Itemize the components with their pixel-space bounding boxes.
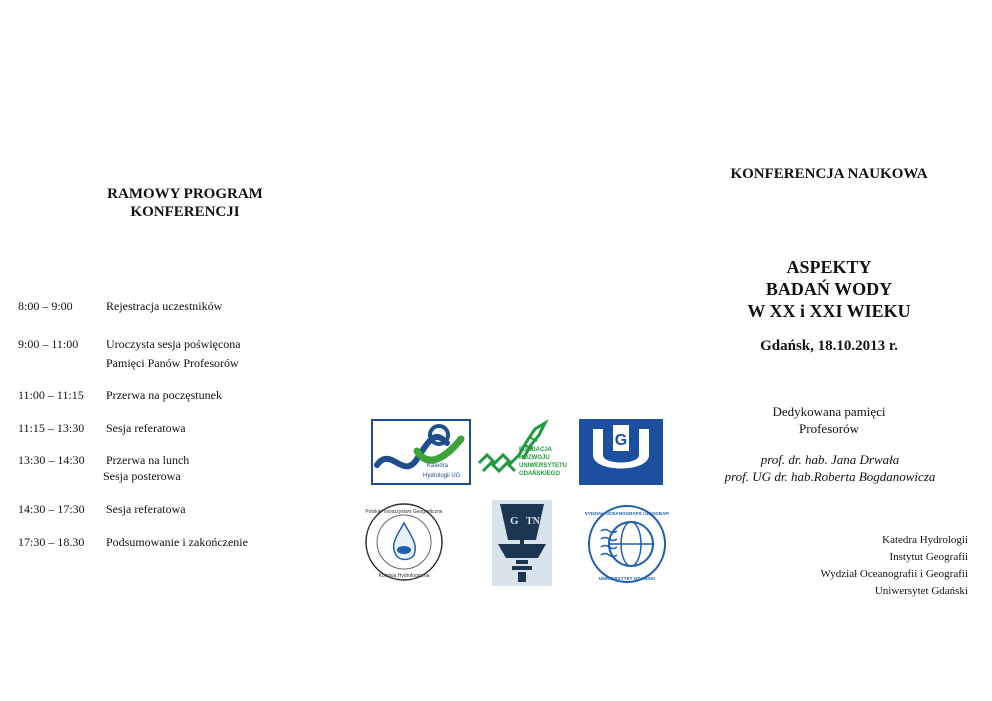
globe-waves-icon (585, 503, 669, 585)
fundacja-label-3: UNIWERSYTETU (519, 463, 567, 469)
schedule-desc: Sesja referatowa (106, 502, 186, 516)
schedule-time: 8:00 – 9:00 (18, 299, 73, 313)
schedule-time: 14:30 – 17:30 (18, 502, 85, 516)
organizer-3: Wydział Oceanografii i Geografii (820, 568, 968, 580)
fundacja-logo (475, 419, 575, 487)
professor-2: prof. UG dr. hab.Roberta Bogdanowicza (724, 469, 936, 484)
schedule-desc: Uroczysta sesja poświęcona Pamięci Panów Profesorów (106, 337, 241, 370)
fundacja-label-4: GDAŃSKIEGO (519, 471, 561, 477)
gtn-right-letters: TN (526, 516, 540, 527)
conference-title (704, 256, 954, 322)
schedule-desc: Rejestracja uczestników (106, 299, 223, 313)
program-title (60, 185, 310, 221)
conference-title-line2: BADAŃ WODY (765, 279, 893, 299)
organizers (760, 532, 968, 600)
dedication (704, 403, 954, 437)
wydzial-logo (585, 503, 669, 585)
wydzial-bottom-label: UNIWERSYTET GDAŃSKI (599, 576, 655, 581)
ptg-logo (362, 501, 446, 583)
schedule-desc-secondary: Sesja posterowa (103, 469, 181, 483)
organizer-2: Instytut Geografii (889, 551, 968, 563)
conference-kicker: KONFERENCJA NAUKOWA (730, 166, 928, 182)
ug-logo (579, 419, 663, 485)
program-title-line2: KONFERENCJI (130, 204, 240, 220)
schedule-desc: Sesja referatowa (106, 421, 186, 435)
ug-emblem-icon (579, 419, 663, 485)
gtn-left-letter: G (510, 515, 519, 527)
drop-globe-icon (362, 501, 446, 583)
program-title-line1: RAMOWY PROGRAM (107, 186, 263, 202)
professor-1: prof. dr. hab. Jana Drwała (760, 452, 900, 467)
katedra-label-1: Katedra (427, 463, 449, 469)
fundacja-label-1: FUNDACJA (519, 447, 552, 453)
schedule-desc: Przerwa na lunch (106, 453, 190, 467)
organizer-4: Uniwersytet Gdański (874, 585, 968, 597)
schedule-time: 9:00 – 11:00 (18, 337, 79, 351)
conference-date: Gdańsk, 18.10.2013 r. (760, 338, 898, 354)
ptg-bottom-label: Komisja Hydrologiczna (378, 573, 430, 579)
ship-icon (492, 500, 552, 586)
conference-title-line3: W XX i XXI WIEKU (747, 301, 911, 321)
schedule-time: 11:15 – 13:30 (18, 421, 85, 435)
schedule-time: 11:00 – 11:15 (18, 388, 84, 402)
schedule-time: 13:30 – 14:30 (18, 453, 85, 467)
wydzial-top-label: WYDZIAŁ OCEANOGRAFII I GEOGRAFII (585, 511, 669, 516)
fundacja-label-2: ROZWOJU (519, 455, 550, 461)
organizer-1: Katedra Hydrologii (882, 534, 968, 546)
conference-title-line1: ASPEKTY (786, 257, 872, 277)
ug-letter: G (614, 432, 628, 449)
schedule-desc: Podsumowanie i zakończenie (106, 535, 248, 549)
katedra-hydrologii-logo (371, 419, 471, 485)
wave-ladder-icon (475, 419, 575, 487)
ptg-top-label: Polskie Towarzystwo Geograficzne (365, 509, 443, 515)
dedication-line2: Profesorów (799, 421, 859, 436)
schedule-time: 17:30 – 18.30 (18, 535, 85, 549)
katedra-label-2: Hydrologii UG (423, 473, 461, 479)
gtn-logo (492, 500, 552, 586)
professors (690, 451, 970, 485)
wave-icon (373, 421, 469, 483)
schedule-desc: Przerwa na poczęstunek (106, 388, 222, 402)
dedication-line1: Dedykowana pamięci (772, 404, 886, 419)
